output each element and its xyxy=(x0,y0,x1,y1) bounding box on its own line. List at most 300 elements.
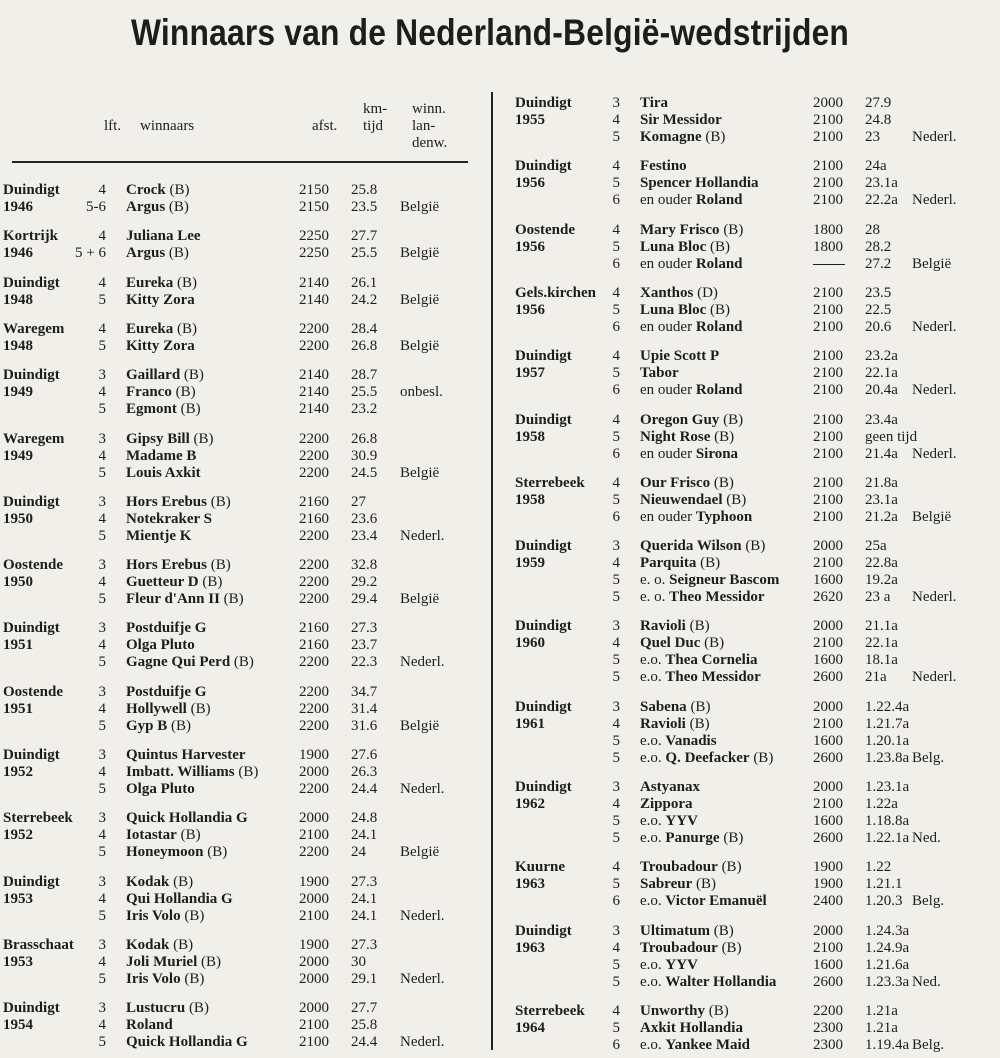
horse-age: 4 xyxy=(98,953,106,970)
horse-age: 4 xyxy=(98,1017,106,1034)
winner-name: Hors Erebus (B) xyxy=(126,493,231,510)
winner-name: Our Frisco (B) xyxy=(640,474,734,491)
race-distance: 2100 xyxy=(813,635,843,652)
race-year: 1948 xyxy=(3,337,33,354)
km-time: 29.4 xyxy=(351,591,378,608)
race-distance: 2160 xyxy=(299,637,329,654)
winner-name: Franco (B) xyxy=(126,384,196,401)
winner-name: Ravioli (B) xyxy=(640,715,710,732)
winning-country: Nederl. xyxy=(400,970,445,987)
winning-country: België xyxy=(400,199,440,215)
winner-name: Zippora xyxy=(640,796,693,812)
horse-age: 5 xyxy=(612,238,620,255)
race-distance: 2200 xyxy=(299,464,329,481)
horse-age: 4 xyxy=(612,859,620,876)
km-time: 23.1a xyxy=(865,491,898,508)
km-time: 1.21.6a xyxy=(865,956,910,973)
race-distance: 2160 xyxy=(299,510,329,527)
km-time: geen tijd xyxy=(865,428,918,445)
winner-name: Egmont (B) xyxy=(126,401,201,418)
race-distance: 2100 xyxy=(299,1017,329,1034)
race-distance: 2200 xyxy=(299,557,329,574)
race-location: Duindigt xyxy=(515,95,572,111)
km-time: 27 xyxy=(351,493,366,510)
horse-age: 4 xyxy=(98,574,106,591)
km-time: 24.1 xyxy=(351,907,378,924)
horse-age: 5 xyxy=(98,337,106,354)
race-location: Duindigt xyxy=(515,618,572,635)
km-time: 28 xyxy=(865,221,880,238)
km-time: 24.4 xyxy=(351,781,378,797)
winner-name: Olga Pluto xyxy=(126,781,195,797)
horse-age: 3 xyxy=(98,873,106,890)
race-distance: 2100 xyxy=(813,474,843,491)
race-distance: 2000 xyxy=(813,779,843,795)
race-distance: 2300 xyxy=(813,1019,843,1036)
winner-name: Guetteur D (B) xyxy=(126,574,223,591)
race-distance: 2100 xyxy=(813,428,843,445)
race-distance: 1900 xyxy=(299,936,329,953)
km-time: 25.5 xyxy=(351,245,378,262)
horse-age: 5 xyxy=(612,572,620,589)
race-distance: 2000 xyxy=(299,764,329,780)
horse-age: 4 xyxy=(612,796,620,812)
winner-name: e. o. Theo Messidor xyxy=(640,589,765,606)
km-time: 1.18.8a xyxy=(865,813,910,829)
winning-country: Nederl. xyxy=(912,318,957,335)
race-year: 1953 xyxy=(3,890,33,907)
km-time: 1.24.3a xyxy=(865,922,910,939)
horse-age: 3 xyxy=(612,698,620,715)
race-location: Duindigt xyxy=(3,873,60,890)
winner-name: Kitty Zora xyxy=(126,291,195,308)
horse-age: 5 xyxy=(98,970,106,987)
race-distance: 2200 xyxy=(299,574,329,591)
winner-name: Oregon Guy (B) xyxy=(640,411,744,428)
winner-name: Mientje K xyxy=(126,527,192,544)
race-distance: 2200 xyxy=(299,781,329,797)
race-location: Gels.kirchen xyxy=(515,284,596,301)
race-distance: 2100 xyxy=(813,411,843,428)
race-distance: 2150 xyxy=(299,199,329,215)
km-time: 23.5 xyxy=(865,284,892,301)
km-time: 21.4a xyxy=(865,445,898,462)
race-location: Duindigt xyxy=(3,620,60,637)
horse-age: 3 xyxy=(98,936,106,953)
race-location: Sterrebeek xyxy=(515,1002,585,1019)
horse-age: 3 xyxy=(612,538,620,555)
km-time: 27.7 xyxy=(351,1000,378,1017)
race-distance: 2100 xyxy=(813,715,843,732)
race-distance: 2200 xyxy=(299,683,329,700)
km-time: 24a xyxy=(865,158,887,175)
race-location: Duindigt xyxy=(3,1000,60,1017)
race-distance: 2000 xyxy=(813,618,843,635)
winner-name: e.o. Panurge (B) xyxy=(640,830,744,846)
race-distance: 2140 xyxy=(299,384,329,401)
km-time: 34.7 xyxy=(351,683,378,700)
horse-age: 3 xyxy=(612,922,620,939)
horse-age: 4 xyxy=(612,939,620,956)
winner-name: Olga Pluto xyxy=(126,637,195,654)
winner-name: e.o. YYV xyxy=(640,813,698,829)
race-location: Sterrebeek xyxy=(515,474,585,491)
horse-age: 4 xyxy=(612,348,620,365)
horse-age: 4 xyxy=(612,284,620,301)
race-distance: 2200 xyxy=(299,654,329,671)
race-distance: 1900 xyxy=(299,873,329,890)
race-location: Waregem xyxy=(3,320,65,337)
km-time: 20.4a xyxy=(865,382,898,399)
km-time: 20.6 xyxy=(865,318,892,335)
race-location: Brasschaat xyxy=(3,936,74,953)
race-year: 1956 xyxy=(515,238,545,255)
horse-age: 5 xyxy=(612,652,620,669)
race-year: 1955 xyxy=(515,112,545,128)
horse-age: 3 xyxy=(612,779,620,795)
km-time: 1.21.1 xyxy=(865,876,903,893)
winner-name: Juliana Lee xyxy=(126,228,201,245)
horse-age: 4 xyxy=(612,112,620,128)
race-distance: 2000 xyxy=(813,698,843,715)
horse-age: 4 xyxy=(612,221,620,238)
race-year: 1963 xyxy=(515,876,545,893)
winner-name: e.o. YYV xyxy=(640,956,698,973)
winner-name: e.o. Q. Deefacker (B) xyxy=(640,749,774,766)
horse-age: 5 xyxy=(612,589,620,606)
race-location: Kuurne xyxy=(515,859,566,876)
winner-name: Astyanax xyxy=(640,779,701,795)
race-year: 1962 xyxy=(515,796,545,812)
km-time: 26.8 xyxy=(351,337,378,354)
km-time: 27.2 xyxy=(865,255,892,272)
winner-name: Kodak (B) xyxy=(126,873,194,890)
horse-age: 5 xyxy=(612,732,620,749)
km-time: 30.9 xyxy=(351,447,378,464)
horse-age: 5 xyxy=(612,669,620,686)
km-time: 27.9 xyxy=(865,95,892,111)
winner-name: Unworthy (B) xyxy=(640,1002,729,1019)
winner-name: en ouder Roland xyxy=(640,382,743,399)
winning-country: België xyxy=(400,591,440,608)
race-distance: 2100 xyxy=(813,796,843,812)
km-time: 21.2a xyxy=(865,508,898,525)
horse-age: 6 xyxy=(612,255,620,272)
race-location: Duindigt xyxy=(3,493,60,510)
km-time: 1.21.7a xyxy=(865,715,910,732)
winner-name: Luna Bloc (B) xyxy=(640,301,731,318)
race-distance: 2100 xyxy=(813,555,843,572)
horse-age: 5 xyxy=(98,591,106,608)
race-location: Oostende xyxy=(515,221,575,238)
race-distance: 2160 xyxy=(299,493,329,510)
horse-age: 3 xyxy=(98,747,106,763)
horse-age: 4 xyxy=(98,700,106,717)
horse-age: 6 xyxy=(612,508,620,525)
horse-age: 4 xyxy=(612,715,620,732)
winner-name: Iris Volo (B) xyxy=(126,907,205,924)
race-distance: 2600 xyxy=(813,830,843,846)
header-time: km- tijd xyxy=(363,101,388,134)
winner-name: Argus (B) xyxy=(126,245,189,262)
horse-age: 3 xyxy=(612,95,620,111)
race-year: 1956 xyxy=(515,301,545,318)
winner-name: Spencer Hollandia xyxy=(640,175,759,192)
km-time: 29.1 xyxy=(351,970,378,987)
km-time: 28.2 xyxy=(865,238,892,255)
winning-country: België xyxy=(400,717,440,734)
winning-country: België xyxy=(400,464,440,481)
race-year: 1946 xyxy=(3,199,33,215)
km-time: 1.19.4a xyxy=(865,1036,910,1053)
horse-age: 6 xyxy=(612,382,620,399)
header-winners: winnaars xyxy=(140,118,195,134)
horse-age: 5 xyxy=(98,464,106,481)
race-distance: 1600 xyxy=(813,572,843,589)
race-distance: 2100 xyxy=(813,365,843,382)
race-year: 1953 xyxy=(3,953,33,970)
km-time: 25a xyxy=(865,538,887,555)
km-time: 23.7 xyxy=(351,637,378,654)
horse-age: 5 xyxy=(612,813,620,829)
winner-name: e.o. Theo Messidor xyxy=(640,669,761,686)
km-time: 23.2a xyxy=(865,348,898,365)
horse-age: 3 xyxy=(98,810,106,827)
race-distance: 2400 xyxy=(813,893,843,910)
race-distance: 2100 xyxy=(813,129,843,145)
km-time: 24.1 xyxy=(351,890,378,907)
horse-age: 5 xyxy=(612,175,620,192)
winning-country: Nederl. xyxy=(400,527,445,544)
winner-name: Gagne Qui Perd (B) xyxy=(126,654,254,671)
km-time: 27.3 xyxy=(351,620,378,637)
winner-name: en ouder Roland xyxy=(640,192,743,209)
km-time: 1.24.9a xyxy=(865,939,910,956)
km-time: 23.2 xyxy=(351,401,378,418)
winner-name: en ouder Roland xyxy=(640,318,743,335)
race-distance: 2200 xyxy=(299,591,329,608)
horse-age: 4 xyxy=(612,158,620,175)
horse-age: 4 xyxy=(612,635,620,652)
race-distance: 2000 xyxy=(813,95,843,111)
race-distance: 2100 xyxy=(813,301,843,318)
winner-name: Argus (B) xyxy=(126,199,189,215)
winner-name: Querida Wilson (B) xyxy=(640,538,766,555)
race-location: Sterrebeek xyxy=(3,810,73,827)
winner-name: Crock (B) xyxy=(126,182,190,198)
km-time: 27.3 xyxy=(351,873,378,890)
race-distance: 1600 xyxy=(813,732,843,749)
km-time: 1.22a xyxy=(865,796,898,812)
km-time: 24 xyxy=(351,844,366,861)
horse-age: 4 xyxy=(612,411,620,428)
race-distance: 1900 xyxy=(813,876,843,893)
header-winning-country: winn. lan- denw. xyxy=(412,101,448,151)
race-distance: 2100 xyxy=(813,112,843,128)
winner-name: Nieuwendael (B) xyxy=(640,491,747,508)
race-distance: 2200 xyxy=(299,844,329,861)
horse-age: 6 xyxy=(612,318,620,335)
km-time: 22.1a xyxy=(865,635,898,652)
race-distance: 2600 xyxy=(813,669,843,686)
race-year: 1950 xyxy=(3,510,33,527)
race-distance: 2100 xyxy=(813,192,843,209)
winning-country: Nederl. xyxy=(912,669,957,686)
winner-name: Imbatt. Williams (B) xyxy=(126,764,259,780)
winner-name: Notekraker S xyxy=(126,510,212,527)
km-time: 24.1 xyxy=(351,827,378,844)
race-distance: 2160 xyxy=(299,620,329,637)
km-time: 1.20.1a xyxy=(865,732,910,749)
winning-country: Ned. xyxy=(912,973,941,990)
race-distance: 2000 xyxy=(299,810,329,827)
horse-age: 5 xyxy=(98,844,106,861)
race-distance: 2100 xyxy=(813,348,843,365)
horse-age: 6 xyxy=(612,445,620,462)
horse-age: 5 xyxy=(612,973,620,990)
km-time: 22.5 xyxy=(865,301,892,318)
race-location: Oostende xyxy=(3,557,63,574)
horse-age: 4 xyxy=(98,182,106,198)
horse-age: 3 xyxy=(98,493,106,510)
winner-name: e.o. Vanadis xyxy=(640,732,717,749)
horse-age: 3 xyxy=(98,367,106,384)
race-distance: 2140 xyxy=(299,291,329,308)
horse-age: 5 xyxy=(612,1019,620,1036)
race-year: 1948 xyxy=(3,291,33,308)
race-distance: 2100 xyxy=(813,158,843,175)
winning-country: Nederl. xyxy=(912,129,957,145)
horse-age: 5 xyxy=(612,129,620,145)
winning-country: België xyxy=(400,844,440,861)
winner-name: Hors Erebus (B) xyxy=(126,557,231,574)
km-time: 30 xyxy=(351,953,366,970)
race-distance: 1800 xyxy=(813,238,843,255)
race-distance: 2150 xyxy=(299,182,329,198)
km-time: 1.21a xyxy=(865,1019,898,1036)
winner-name: Postduifje G xyxy=(126,683,207,700)
race-year: 1959 xyxy=(515,555,545,572)
race-year: 1958 xyxy=(515,428,545,445)
winner-name: Xanthos (D) xyxy=(640,284,718,301)
km-time: 23.6 xyxy=(351,510,378,527)
winner-name: Gipsy Bill (B) xyxy=(126,430,214,447)
km-time: 26.1 xyxy=(351,274,378,291)
horse-age: 5 xyxy=(612,301,620,318)
horse-age: 5 xyxy=(98,654,106,671)
race-distance: 2140 xyxy=(299,401,329,418)
race-year: 1954 xyxy=(3,1017,33,1034)
horse-age: 5 xyxy=(612,428,620,445)
race-distance: 2000 xyxy=(813,922,843,939)
race-location: Duindigt xyxy=(515,348,572,365)
horse-age: 6 xyxy=(612,893,620,910)
winner-name: Roland xyxy=(126,1017,173,1034)
horse-age: 5-6 xyxy=(86,199,106,215)
km-time: 23 a xyxy=(865,589,891,606)
horse-age: 3 xyxy=(98,683,106,700)
horse-age: 4 xyxy=(98,274,106,291)
race-year: 1951 xyxy=(3,637,33,654)
winner-name: en ouder Typhoon xyxy=(640,508,753,525)
race-distance: 1600 xyxy=(813,956,843,973)
race-year: 1963 xyxy=(515,939,545,956)
race-location: Duindigt xyxy=(515,779,572,795)
winner-name: Joli Muriel (B) xyxy=(126,953,221,970)
horse-age: 5 xyxy=(612,749,620,766)
winner-name: Tira xyxy=(640,95,669,111)
race-distance: 2100 xyxy=(299,907,329,924)
winner-name: Eureka (B) xyxy=(126,320,197,337)
km-time: 25.5 xyxy=(351,384,378,401)
km-time: 18.1a xyxy=(865,652,898,669)
km-time: 22.1a xyxy=(865,365,898,382)
winner-name: Quel Duc (B) xyxy=(640,635,725,652)
race-location: Duindigt xyxy=(515,698,572,715)
race-distance: 2200 xyxy=(299,447,329,464)
horse-age: 6 xyxy=(612,192,620,209)
winner-name: Honeymoon (B) xyxy=(126,844,228,861)
race-distance: 2100 xyxy=(299,827,329,844)
horse-age: 5 xyxy=(98,781,106,797)
horse-age: 3 xyxy=(98,620,106,637)
km-time: 27.7 xyxy=(351,228,378,245)
winning-country: Belg. xyxy=(912,749,945,766)
winner-name: Quick Hollandia G xyxy=(126,1034,248,1051)
winning-country: België xyxy=(400,291,440,308)
race-distance: 2000 xyxy=(299,1000,329,1017)
winner-name: Komagne (B) xyxy=(640,129,726,145)
km-time: 21.8a xyxy=(865,474,898,491)
winner-name: Iotastar (B) xyxy=(126,827,201,844)
winning-country: Nederl. xyxy=(912,382,957,399)
winner-name: Quintus Harvester xyxy=(126,747,246,763)
race-distance: 2200 xyxy=(299,717,329,734)
winner-name: Fleur d'Ann II (B) xyxy=(126,591,244,608)
race-location: Duindigt xyxy=(515,538,572,555)
race-distance: 2600 xyxy=(813,749,843,766)
winner-name: Hollywell (B) xyxy=(126,700,211,717)
winner-name: e. o. Seigneur Bascom xyxy=(640,572,780,589)
winner-name: Kitty Zora xyxy=(126,337,195,354)
race-distance: 2200 xyxy=(813,1002,843,1019)
race-distance: 2200 xyxy=(299,430,329,447)
horse-age: 4 xyxy=(612,555,620,572)
km-time: 22.3 xyxy=(351,654,378,671)
race-year: 1958 xyxy=(515,491,545,508)
km-time: 24.8 xyxy=(865,112,892,128)
km-time: 25.8 xyxy=(351,1017,378,1034)
winner-name: e.o. Thea Cornelia xyxy=(640,652,758,669)
horse-age: 5 xyxy=(612,491,620,508)
winner-name: Gyp B (B) xyxy=(126,717,192,734)
km-time: 29.2 xyxy=(351,574,378,591)
page-title: Winnaars van de Nederland-België-wedstrijden xyxy=(130,12,850,53)
km-time: 21.1a xyxy=(865,618,898,635)
winner-name: Ravioli (B) xyxy=(640,618,710,635)
winner-name: Sir Messidor xyxy=(640,112,722,128)
race-location: Kortrijk xyxy=(3,228,58,245)
race-distance: 2200 xyxy=(299,527,329,544)
race-year: 1946 xyxy=(3,245,33,262)
horse-age: 6 xyxy=(612,1036,620,1053)
race-distance: 1900 xyxy=(299,747,329,763)
race-distance: 2100 xyxy=(299,1034,329,1051)
horse-age: 4 xyxy=(98,320,106,337)
race-distance: 2200 xyxy=(299,700,329,717)
km-time: 23 xyxy=(865,129,880,145)
km-time: 27.6 xyxy=(351,747,378,763)
